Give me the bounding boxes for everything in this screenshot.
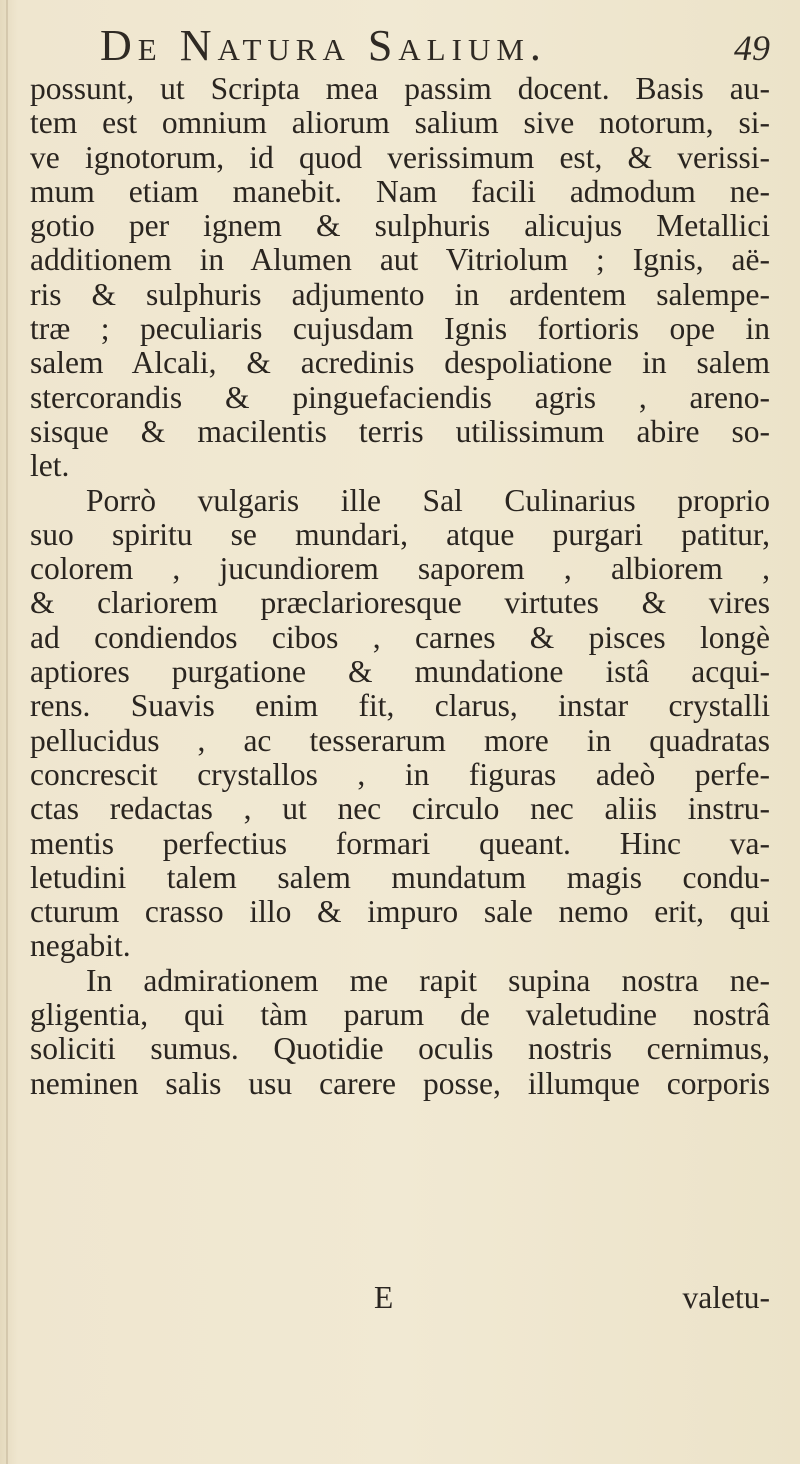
text-line: In admirationem me rapit supina nostra ne-: [86, 963, 770, 998]
gutter-shadow: [6, 0, 8, 1464]
text-line: let.: [30, 449, 70, 484]
text-line: suo spiritu se mundari, atque purgari patitur,: [30, 517, 770, 552]
text-line: pellucidus , ac tesserarum more in quadratas: [30, 723, 770, 758]
text-line: colorem , jucundiorem saporem , albiorem ,: [30, 552, 770, 587]
text-line: tem est omnium aliorum salium sive notorum, si-: [30, 106, 770, 141]
catchword: valetu-: [682, 1280, 770, 1315]
text-line: soliciti sumus. Quotidie oculis nostris cernimus,: [30, 1032, 770, 1067]
text-line: salem Alcali, & acredinis despoliatione in salem: [30, 346, 770, 381]
text-line: ctas redactas , ut nec circulo nec aliis instru-: [30, 792, 770, 827]
text-line: mentis perfectius formari queant. Hinc va-: [30, 826, 770, 861]
text-line: ris & sulphuris adjumento in ardentem salempe-: [30, 277, 770, 312]
text-line: gotio per ignem & sulphuris alicujus Metallici: [30, 209, 770, 244]
running-title: De Natura Salium.: [100, 21, 547, 70]
text-line: additionem in Alumen aut Vitriolum ; Ignis, aë-: [30, 243, 770, 278]
page-number: 49: [734, 28, 770, 68]
text-line: træ ; peculiaris cujusdam Ignis fortioris ope in: [30, 312, 770, 347]
text-line: negabit.: [30, 929, 131, 964]
text-line: aptiores purgatione & mundatione istâ acqui-: [30, 655, 770, 690]
text-line: letudini talem salem mundatum magis condu-: [30, 860, 770, 895]
text-line: mum etiam manebit. Nam facili admodum ne-: [30, 174, 770, 209]
text-line: Porrò vulgaris ille Sal Culinarius proprio: [86, 483, 770, 518]
text-line: cturum crasso illo & impuro sale nemo erit, qui: [30, 895, 770, 930]
page-header: [100, 20, 770, 76]
text-line: possunt, ut Scripta mea passim docent. Basis au-: [30, 72, 770, 106]
text-line: & clariorem præclarioresque virtutes & vires: [30, 586, 770, 621]
body-text: [30, 72, 770, 1101]
text-line: ad condiendos cibos , carnes & pisces longè: [30, 620, 770, 655]
text-line: ve ignotorum, id quod verissimum est, & verissi-: [30, 140, 770, 175]
text-line: gligentia, qui tàm parum de valetudine nostrâ: [30, 998, 770, 1033]
text-line: stercorandis & pinguefaciendis agris , areno-: [30, 380, 770, 415]
page-footer: [30, 1280, 770, 1320]
text-line: concrescit crystallos , in figuras adeò perfe-: [30, 757, 770, 792]
signature-mark: E: [374, 1280, 394, 1315]
text-line: rens. Suavis enim fit, clarus, instar crystalli: [30, 689, 770, 724]
text-line: neminen salis usu carere posse, illumque corporis: [30, 1066, 770, 1101]
text-line: sisque & macilentis terris utilissimum abire so-: [30, 414, 770, 449]
